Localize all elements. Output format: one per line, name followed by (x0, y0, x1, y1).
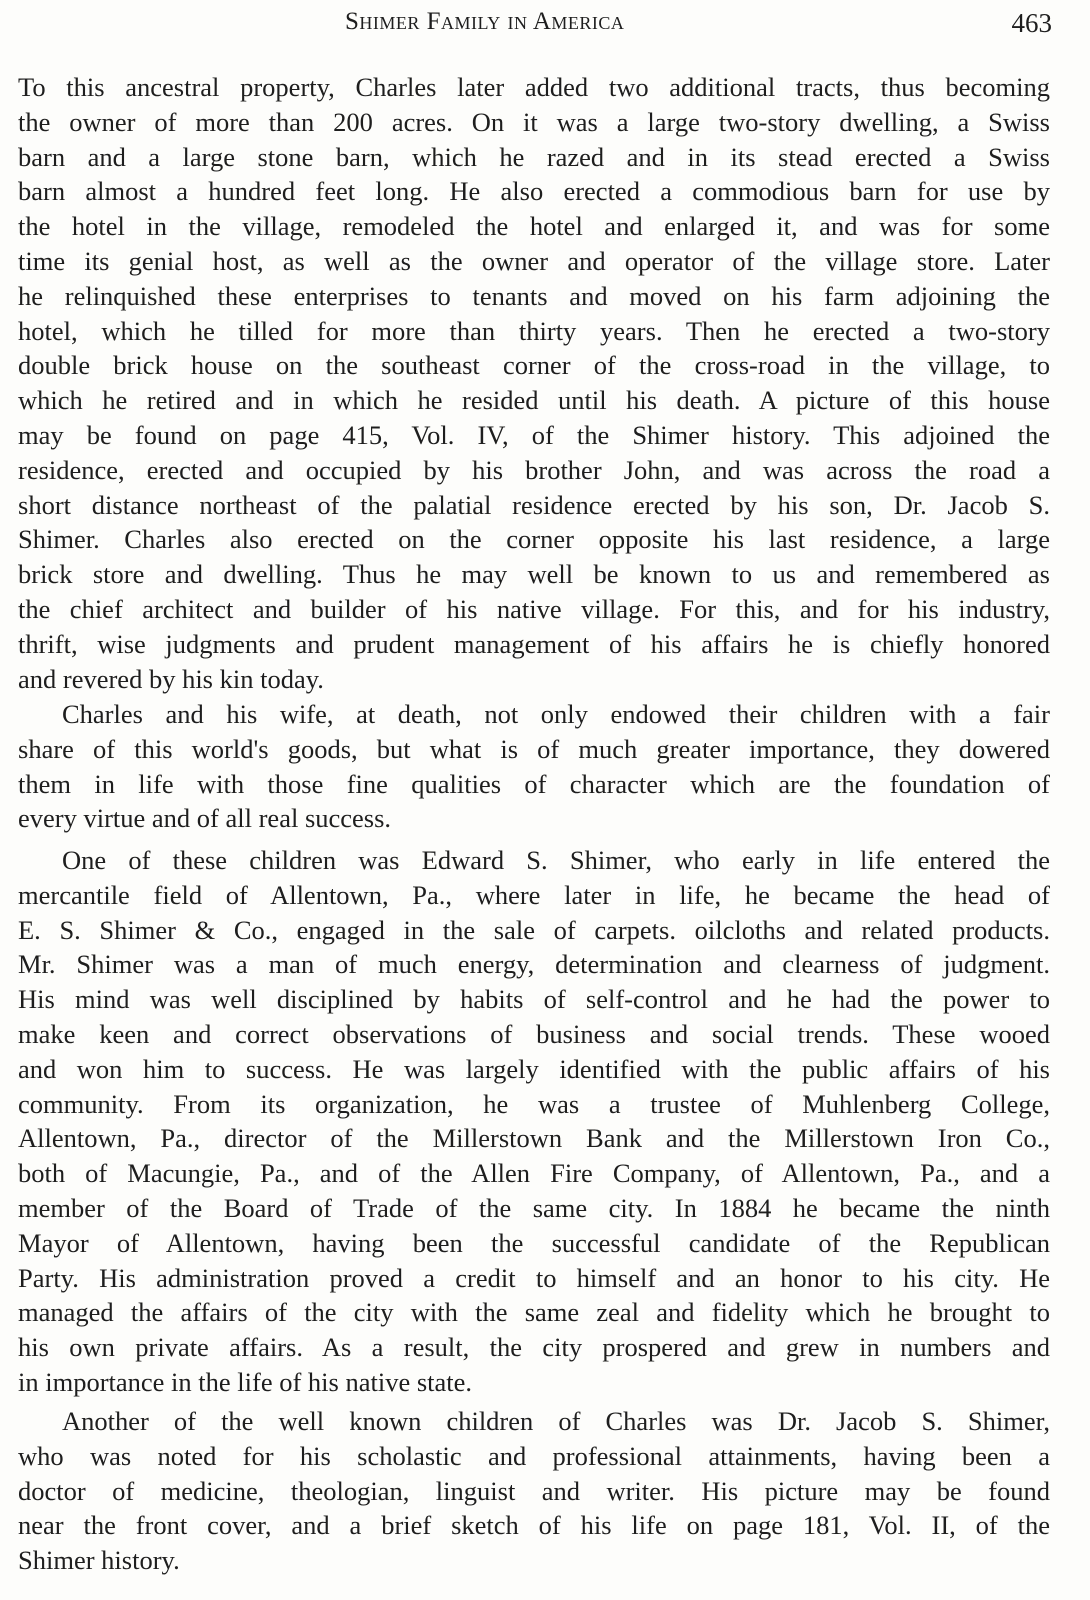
text-line: every virtue and of all real success. (18, 803, 392, 834)
text-line: double brick house on the southeast corner of the cross-road in the village, to (18, 350, 1050, 381)
text-line: near the front cover, and a brief sketch of his life on page 181, Vol. II, of the (18, 1510, 1050, 1541)
text-line: E. S. Shimer & Co., engaged in the sale of carpets. oilcloths and related products. (18, 914, 1050, 945)
text-line: Party. His administration proved a credit to himself and an honor to his city. He (18, 1262, 1050, 1293)
text-line: short distance northeast of the palatial residence erected by his son, Dr. Jacob S. (18, 489, 1050, 520)
paragraph-3 (18, 843, 1050, 1400)
text-line: Mr. Shimer was a man of much energy, determination and clearness of judgment. (18, 949, 1050, 980)
text-line: Mayor of Allentown, having been the successful candidate of the Republican (18, 1227, 1050, 1258)
text-line: Another of the well known children of Charles was Dr. Jacob S. Shimer, (62, 1406, 1050, 1436)
text-line: hotel, which he tilled for more than thirty years. Then he erected a two-story (18, 315, 1050, 346)
text-line: member of the Board of Trade of the same city. In 1884 he became the ninth (18, 1192, 1050, 1223)
paragraph-2 (18, 697, 1050, 836)
page-number: 463 (1011, 8, 1052, 38)
text-line: To this ancestral property, Charles later added two additional tracts, thus becoming (18, 72, 1050, 102)
text-line: he relinquished these enterprises to tenants and moved on his farm adjoining the (18, 280, 1050, 311)
text-line: and won him to success. He was largely identified with the public affairs of his (18, 1053, 1050, 1084)
text-line: community. From its organization, he was a trustee of Muhlenberg College, (18, 1088, 1050, 1119)
text-line: managed the affairs of the city with the same zeal and fidelity which he brought to (18, 1297, 1050, 1328)
text-line: them in life with those fine qualities of character which are the foundation of (18, 768, 1050, 799)
text-line: doctor of medicine, theologian, linguist and writer. His picture may be found (18, 1475, 1050, 1506)
text-line: who was noted for his scholastic and professional attainments, having been a (18, 1440, 1050, 1471)
paragraph-4 (18, 1404, 1050, 1578)
text-line: make keen and correct observations of business and social trends. These wooed (18, 1018, 1050, 1049)
text-line: his own private affairs. As a result, the city prospered and grew in numbers and (18, 1332, 1050, 1363)
text-line: brick store and dwelling. Thus he may well be known to us and remembered as (18, 559, 1050, 590)
text-line: the owner of more than 200 acres. On it was a large two-story dwelling, a Swiss (18, 106, 1050, 137)
text-line: both of Macungie, Pa., and of the Allen Fire Company, of Allentown, Pa., and a (18, 1158, 1050, 1189)
text-line: and revered by his kin today. (18, 663, 324, 694)
running-title: Shimer Family in America (345, 8, 625, 35)
text-line: may be found on page 415, Vol. IV, of the Shimer history. This adjoined the (18, 419, 1050, 450)
text-line: Shimer history. (18, 1545, 180, 1576)
text-line: Allentown, Pa., director of the Millerstown Bank and the Millerstown Iron Co., (18, 1123, 1050, 1154)
text-line: the hotel in the village, remodeled the hotel and enlarged it, and was for some (18, 211, 1050, 242)
text-line: barn almost a hundred feet long. He also erected a commodious barn for use by (18, 176, 1050, 207)
text-line: Charles and his wife, at death, not only endowed their children with a fair (62, 699, 1050, 729)
text-line: share of this world's goods, but what is of much greater importance, they dowered (18, 733, 1050, 764)
page-header (0, 8, 1090, 44)
text-line: residence, erected and occupied by his brother John, and was across the road a (18, 454, 1050, 485)
paragraph-1 (18, 70, 1050, 696)
text-line: the chief architect and builder of his native village. For this, and for his industry, (18, 593, 1050, 624)
text-line: time its genial host, as well as the owner and operator of the village store. Later (18, 245, 1050, 276)
text-line: mercantile field of Allentown, Pa., where later in life, he became the head of (18, 879, 1050, 910)
text-line: barn and a large stone barn, which he razed and in its stead erected a Swiss (18, 141, 1050, 172)
text-line: Shimer. Charles also erected on the corner opposite his last residence, a large (18, 524, 1050, 555)
text-line: thrift, wise judgments and prudent management of his affairs he is chiefly honored (18, 628, 1050, 659)
text-line: in importance in the life of his native state. (18, 1366, 473, 1397)
text-line: One of these children was Edward S. Shimer, who early in life entered the (62, 845, 1050, 875)
text-line: which he retired and in which he resided until his death. A picture of this house (18, 385, 1050, 416)
text-line: His mind was well disciplined by habits of self-control and he had the power to (18, 984, 1050, 1015)
